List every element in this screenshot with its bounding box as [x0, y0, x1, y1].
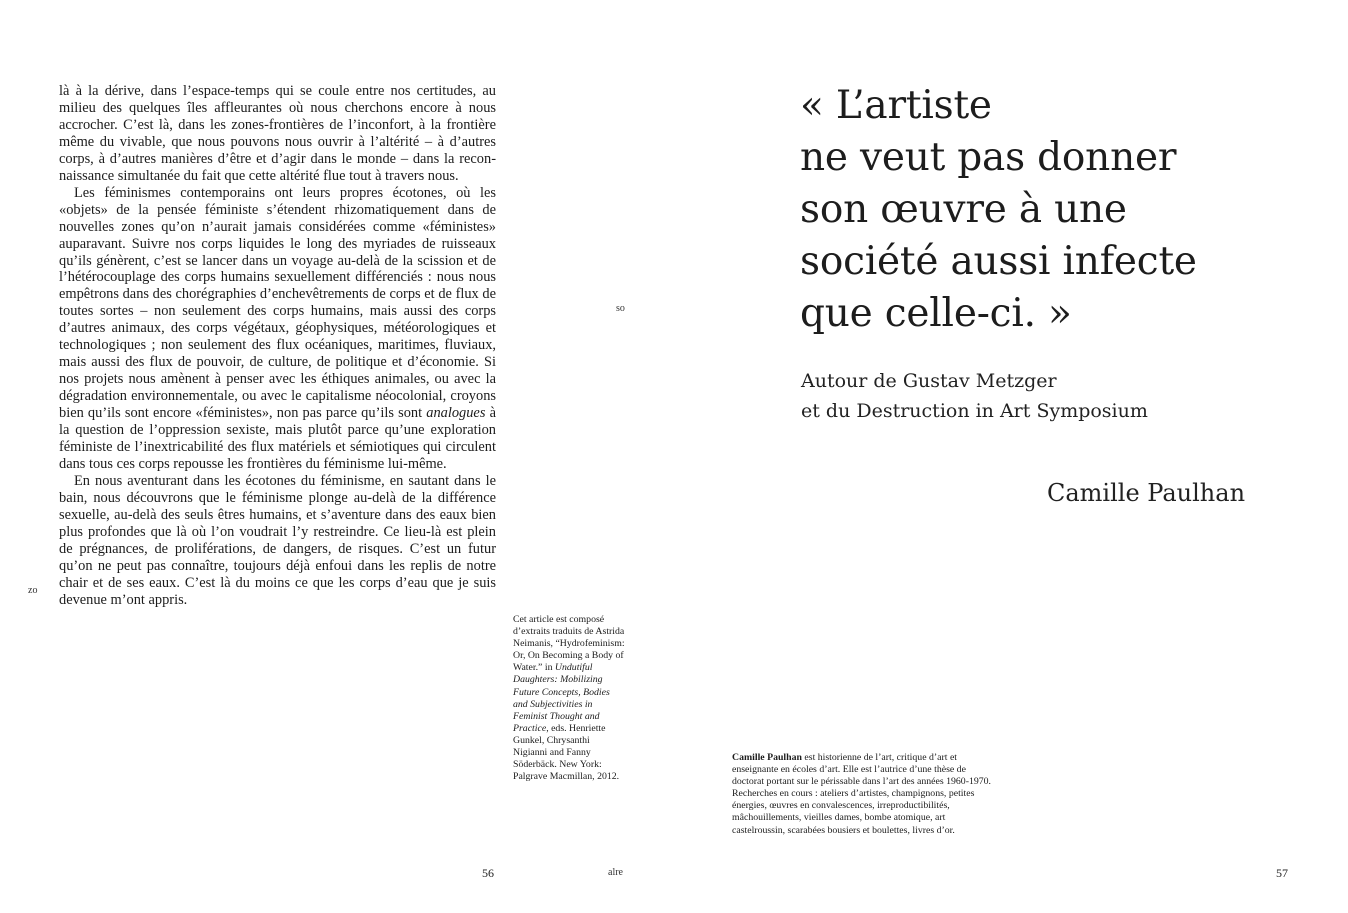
- gutter-mark-top: so: [616, 303, 625, 314]
- body-paragraph-3: En nous aventurant dans les écotones du féminisme, en sautant dans le bain, nous découvrons que le féminisme plonge au-delà de la différence sexuelle, au-delà des seuls êtres humains, et s’aventure dans des eaux bien plus profondes que là où l’on voudrait l’y restreindre. Ce lieu-là est plein de prégnances, de proliférations, de dangers, de risques. C’est un futur qu’on ne peut pas connaître, toujours déjà enfoui dans les replis de notre chair et de ses eaux. C’est là du moins ce que les corps d’eau que je suis devenue m’ont appris.: [59, 472, 496, 608]
- sidenote: [513, 614, 625, 783]
- sidenote-italic: Undutiful Daughters: Mobilizing Future Concepts, Bodies and Subjectivities in Feminist Thought and Practice: [513, 662, 610, 734]
- quote-line: ne veut pas donner: [800, 135, 1177, 180]
- quote-line: son œuvre à une: [800, 187, 1127, 232]
- body-paragraph-2-text: Les féminismes contemporains ont leurs propres écotones, où les «objets» de la pensée féministe s’étendent rhizomatiquement dans de nouvelles zones qu’on n’aurait jamais considérées comme «féministes» auparavant. Suivre nos corps liquides le long des myriades de ruisseaux qu’ils génèrent, c’est se lancer dans un voyage au-delà de la scission et de l’hétérocouplage des corps humains sexuellement différenciés : nous nous empêtrons dans des chorégraphies d’enchevêtrements de corps et de flux de toutes sortes – non seulement des corps humains, mais aussi des corps d’autres animaux, des corps végétaux, géophysiques, météorologiques et technologiques ; non seulement des flux océaniques, maritimes, fluviaux, mais aussi des flux de pouvoir, de culture, de politique et d’économie. Si nos projets nous amènent à penser avec les éthiques animales, ou avec la dégradation environnementale, ou avec le capitalisme néocolonial, croyons bien qu’ils sont encore «féministes», non pas parce qu’ils sont: [59, 184, 496, 422]
- subtitle-line: et du Destruction in Art Symposium: [801, 400, 1148, 422]
- author-bio: [732, 752, 994, 837]
- page-number-right: 57: [1276, 866, 1288, 880]
- gutter-mark-bottom: alre: [608, 867, 623, 878]
- subtitle-line: Autour de Gustav Metzger: [801, 370, 1057, 392]
- page-number-left: 56: [482, 866, 494, 880]
- quote-line: « L’artiste: [800, 83, 992, 128]
- body-paragraph-2: [59, 185, 496, 473]
- body-paragraph-1: là à la dérive, dans l’espace-temps qui se coule entre nos certitudes, au milieu des quelques îles affleurantes où nous cherchons encore à nous accrocher. C’est là, dans les zones-frontières de l’inconfort, à la frontière même du vivable, que nous pouvons nous ouvrir à l’altérité – à d’autres corps, à d’autres manières d’être et d’agir dans le monde – dans la reconnaissance simultanée du fait que cette altérité flue tout à travers nous.: [59, 83, 496, 184]
- margin-mark-left: zo: [28, 585, 38, 596]
- subtitle: [801, 366, 1281, 426]
- author-name: Camille Paulhan: [1047, 479, 1246, 507]
- quote-title: [800, 80, 1320, 340]
- quote-line: que celle-ci. »: [800, 291, 1072, 336]
- body-paragraph-2-tail: à la question de l’oppression sexiste, mais plutôt parce qu’une exploration féministe de l’inextricabilité des flux matériels et sémiotiques qui circulent dans tous ces corps repousse les frontières du féminisme lui-même.: [59, 405, 496, 472]
- sidenote-after: , eds. Henriette Gunkel, Chrysanthi Nigianni and Fanny Söderbäck. New York: Palgrave Macmillan, 2012.: [513, 722, 620, 783]
- bio-text: est historienne de l’art, critique d’art et enseignante en écoles d’art. Elle est l’autrice d’une thèse de doctorat portant sur le périssable dans l’art des années 1960-1970. Recherches en cours : ateliers d’artistes, champignons, petites énergies, œuvres en convalescences, irreproductibilités, mâchouillements, vieilles dames, bombe atomique, art castelroussin, scarabées bousiers et boulettes, livres d’or.: [732, 752, 991, 836]
- sidenote-before: Cet article est composé d’extraits traduits de Astrida Neimanis, “Hydrofeminism: Or, On Becoming a Body of Water.” in: [513, 614, 625, 674]
- body-text: [59, 83, 496, 609]
- quote-line: société aussi infecte: [800, 239, 1197, 284]
- sidenote-text: [513, 614, 625, 783]
- body-paragraph-2-italic: analogues: [426, 405, 486, 422]
- bio-name: Camille Paulhan: [732, 752, 802, 763]
